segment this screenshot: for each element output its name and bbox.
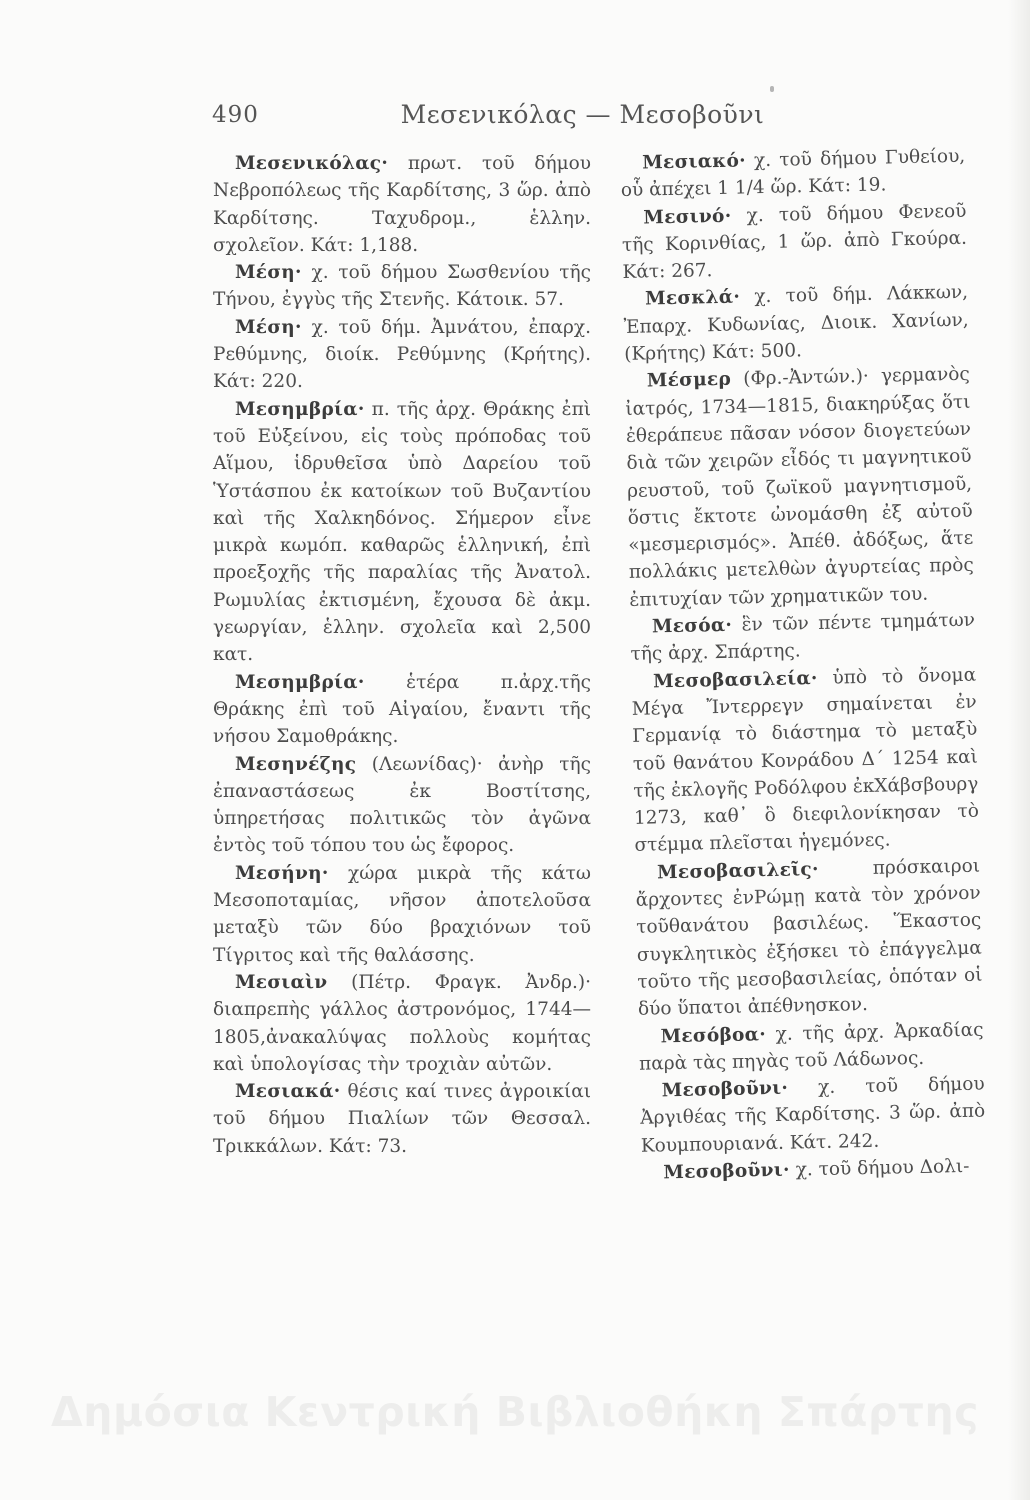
dictionary-entry (213, 314, 591, 396)
entry-headword: Μέση· (235, 316, 302, 338)
entry-text: χ. τοῦ δήμου Φενεοῦ τῆς Κορινθίας, 1 ὥρ. ἀπὸ Γκούρα. Κάτ: 267. (621, 200, 968, 284)
entry-text: (Φρ.-Ἀντών.)· γερμανὸς ἰατρός, 1734—1815, διακηρύξας ὅτι ἐθεράπευε πᾶσαν νόσον διογετεύων διὰ τῶν χειρῶν εἶδός τι μαγνητικοῦ ρευστοῦ, τοῦ ζωϊκοῦ μαγνητισμοῦ, ὅστις ἔκτοτε ὠνομάσθη ἐξ αὐτοῦ «μεσμερισμός». Ἀπέθ. ἀδόξως, ἅτε πολλάκις μετελθὼν ἀγυρτείας πρὸς ἐπιτυχίαν τῶν χρηματικῶν του. (625, 364, 975, 611)
entry-headword: Μεσκλά· (644, 287, 741, 310)
entry-headword: Μεσήνη· (235, 862, 329, 884)
entry-headword: Μεσηνέζης (235, 753, 357, 775)
entry-text: πρωτ. τοῦ δήμου Νεβροπόλεως τῆς Καρδίτσης, 3 ὥρ. ἀπὸ Καρδίτσης. Ταχυδρομ., ἑλλην. σχολεῖον. Κάτ: 1,188. (213, 153, 591, 256)
entry-text: χ. τῆς ἀρχ. Ἀρκαδίας παρὰ τὰς πηγὰς τοῦ Λάδωνος. (638, 1019, 984, 1075)
dictionary-entry (623, 279, 970, 368)
dictionary-entry (639, 1071, 986, 1160)
dictionary-entry (620, 143, 966, 205)
entry-text: ἑτέρα π.ἀρχ.τῆς Θράκης ἐπὶ τοῦ Αἰγαίου, ἔναντι τῆς νήσου Σαμοθράκης. (213, 671, 591, 748)
dictionary-entry (621, 197, 968, 286)
entry-text: χ. τοῦ δήμου Σωσθενίου τῆς Τήνου, ἐγγὺς τῆς Στενῆς. Κάτοικ. 57. (213, 262, 591, 311)
dictionary-entry (213, 1078, 591, 1160)
dictionary-entry (213, 396, 591, 669)
entry-text: π. τῆς ἀρχ. Θράκης ἐπὶ τοῦ Εὐξείνου, εἰς τοὺς πρόποδας τοῦ Αἵμου, ἱδρυθεῖσα ὑπὸ Δαρείου τοῦ Ὑστάσπου ἐκ κατοίκων τοῦ Βυζαντίου καὶ τῆς Χαλκηδόνος. Σήμερον εἶνε μικρὰ κωμόπ. καθαρῶς ἑλληνική, ἐπὶ προεξοχῆς τῆς παραλίας τῆς Ἀνατολ. Ρωμυλίας ἐκτισμένη, ἔχουσα δὲ ἀκμ. γεωργίαν, ἑλλην. σχολεῖα καὶ 2,500 κατ. (213, 398, 591, 666)
entry-text: ὑπὸ τὸ ὄνομα Μέγα Ἴντερρεγν σημαίνεται ἐν Γερμανίᾳ τὸ διάστημα τὸ μεταξὺ τοῦ θανάτου Κονράδου Δ΄ 1254 καὶ τῆς ἐκλογῆς Ροδόλφου ἐκΧάβσβουργ 1273, καθ᾽ ὃ διεφιλονίκησαν τὸ στέμμα πλεῖσται ἡγεμόνες. (631, 664, 980, 857)
entry-headword: Μεσοβασιλεία· (652, 667, 818, 693)
entry-headword: Μεσημβρία· (235, 398, 365, 420)
entry-text: χ. τοῦ δήμου Ἀργιθέας τῆς Καρδίτσης. 3 ὥρ. ἀπὸ Κουμπουριανά. Κάτ. 242. (640, 1073, 986, 1157)
page-header (200, 100, 965, 140)
dictionary-entry (630, 607, 976, 669)
page-edge-shadow (1008, 0, 1030, 1500)
entry-headword: Μεσιακά· (235, 1081, 341, 1103)
dictionary-entry (641, 1153, 986, 1188)
dictionary-entry (213, 860, 591, 969)
dictionary-entry (213, 259, 591, 314)
entry-text: χ. τοῦ δήμ. Ἀμνάτου, ἐπαρχ. Ρεθύμνης, διοίκ. Ρεθύμνης (Κρήτης). Κάτ: 220. (213, 316, 591, 393)
entry-text: χώρα μικρὰ τῆς κάτω Μεσοποταμίας, νῆσον ἀποτελοῦσα μεταξὺ τῶν δύο βραχιόνων τοῦ Τίγριτος καὶ τῆς θαλάσσης. (213, 862, 591, 966)
entry-text: (Λεωνίδας)· ἀνὴρ τῆς ἐπαναστάσεως ἐκ Βοστίτσης, ὑπηρετήσας πολιτικῶς τὸν ἀγῶνα ἐντὸς τοῦ τόπου του ὡς ἔφορος. (213, 753, 591, 857)
library-watermark: Δημόσια Κεντρική Βιβλιοθήκη Σπάρτης (51, 1388, 979, 1436)
entry-text: χ. τοῦ δήμ. Λάκκων, Ἐπαρχ. Κυδωνίας, Διοικ. Χανίων, (Κρήτης) Κάτ: 500. (623, 282, 969, 366)
dictionary-entry (213, 669, 591, 751)
ink-speck (770, 86, 774, 92)
entry-headword: Μεσοβοῦνι· (661, 1077, 789, 1102)
entry-text: πρόσκαιροι ἄρχοντες ἐνΡώμῃ κατὰ τὸν χρόνον τοῦθανάτου βασιλέως. Ἕκαστος συγκλητικὸς ἐξήσκει τὸ ἐπάγγελμα τοῦτο τῆς μεσοβασιλείας, ὁπόταν οἱ δύο ὕπατοι ἀπέθνησκον. (635, 855, 983, 1021)
entry-text: θέσις καί τινες ἀγροικίαι τοῦ δήμου Πιαλίων τῶν Θεσσαλ. Τρικκάλων. Κάτ: 73. (213, 1081, 591, 1157)
dictionary-entry (625, 361, 975, 614)
entry-headword: Μεσινό· (643, 205, 732, 229)
entry-headword: Μεσιακό· (642, 150, 747, 174)
dictionary-entry (631, 661, 980, 859)
entry-headword: Μεσημβρία· (235, 671, 365, 693)
entry-headword: Μεσοβασιλεῖς· (656, 858, 819, 884)
entry-headword: Μέσμερ (646, 369, 732, 392)
dictionary-entry (638, 1016, 984, 1078)
entry-text: χ. τοῦ δήμου Γυθείου, οὗ ἀπέχει 1 1/4 ὥρ. Κάτ: 19. (620, 145, 966, 202)
entry-text: χ. τοῦ δήμου Δολι- (795, 1155, 970, 1181)
entry-headword: Μεσενικόλας· (235, 153, 389, 174)
right-column (620, 143, 987, 1187)
entry-text: (Πέτρ. Φραγκ. Ἀνδρ.)· διαπρεπὴς γάλλος ἀστρονόμος, 1744—1805,ἀνακαλύψας πολλοὺς κομήτας καὶ ὑπολογίσας τὴν τροχιὰν αὐτῶν. (213, 971, 591, 1075)
running-head: Μεσενικόλας — Μεσοβοῦνι (400, 100, 765, 129)
dictionary-entry (213, 751, 591, 860)
entry-headword: Μεσόβοα· (660, 1023, 767, 1047)
entry-headword: Μέση· (235, 262, 302, 284)
dictionary-entry (213, 969, 591, 1078)
dictionary-entry (635, 852, 983, 1023)
left-column (213, 150, 591, 1160)
entry-headword: Μεσόα· (651, 614, 733, 638)
entry-headword: Μεσιαὶν (235, 971, 328, 993)
entry-headword: Μεσοβοῦνι· (663, 1159, 791, 1184)
dictionary-entry (213, 150, 591, 259)
entry-text: ἓν τῶν πέντε τμημάτων τῆς ἀρχ. Σπάρτης. (630, 609, 976, 666)
page-number: 490 (212, 102, 259, 128)
